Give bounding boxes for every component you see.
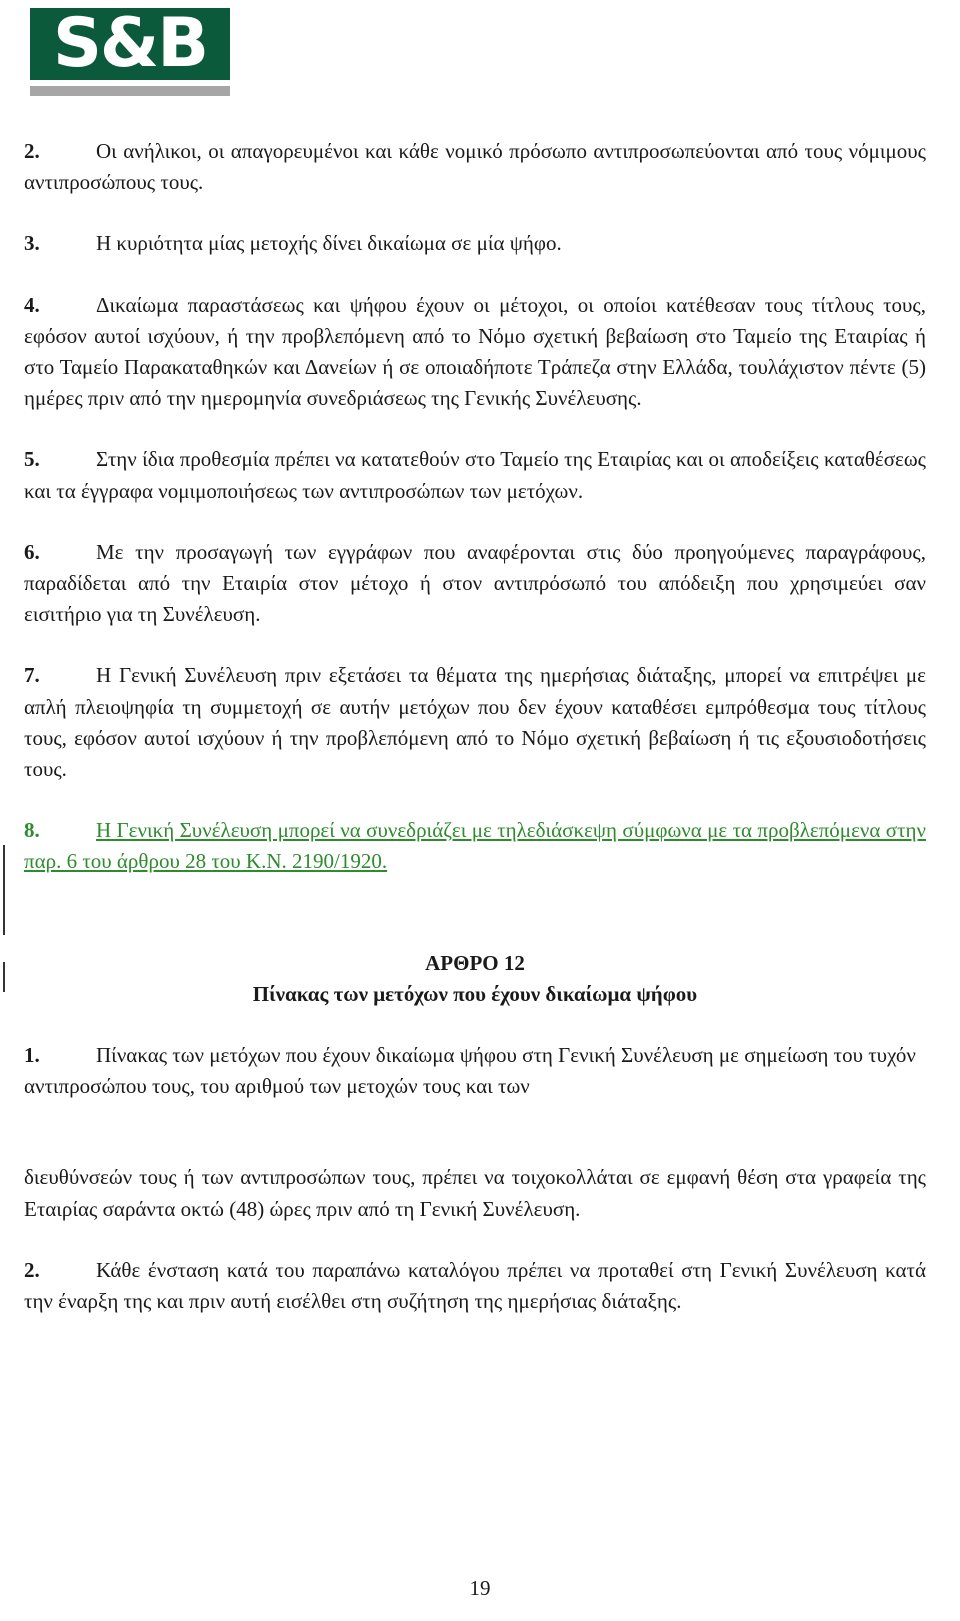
company-logo xyxy=(30,4,230,98)
page-number: 19 xyxy=(469,1576,491,1600)
paragraph-number: 3. xyxy=(24,231,40,256)
paragraph-number: 6. xyxy=(24,539,40,564)
revision-bar xyxy=(3,845,5,935)
paragraph-text: Οι ανήλικοι, οι απαγορευμένοι και κάθε νομικό πρόσωπο αντιπροσωπεύονται από τους νόμιμους αντιπροσώπους τους. xyxy=(24,139,926,195)
paragraph-text: Η κυριότητα μίας μετοχής δίνει δικαίωμα σε μία ψήφο. xyxy=(96,231,562,256)
logo-underline xyxy=(30,86,230,96)
paragraph-number: 5. xyxy=(24,447,40,472)
paragraph-number: 8. xyxy=(24,818,40,843)
paragraph-2 xyxy=(24,136,926,198)
paragraph-6 xyxy=(24,537,926,631)
paragraph-number: 2. xyxy=(24,1257,40,1282)
article-number: ΑΡΘΡΟ 12 xyxy=(425,950,525,975)
paragraph-text: Κάθε ένσταση κατά του παραπάνω καταλόγου πρέπει να προταθεί στη Γενική Συνέλευση κατά την έναρξη της και πριν αυτή εισέλθει στη συζήτηση της ημερήσιας διάταξης. xyxy=(24,1257,926,1314)
paragraph-7 xyxy=(24,660,926,785)
paragraph-number: 1. xyxy=(24,1043,40,1068)
paragraph-8-amended xyxy=(24,815,926,877)
paragraph-text: Η Γενική Συνέλευση πριν εξετάσει τα θέματα της ημερήσιας διάταξης, μπορεί να επιτρέψει με απλή πλειοψηφία τη συμμετοχή σε αυτήν μετόχων που δεν έχουν καταθέσει εμπρόθεσμα τους τίτλους τους, εφόσον αυτοί ισχύουν ή την προβλεπόμενη από το Νόμο σχετική βεβαίωση ή τις εξουσιοδοτήσεις τους. xyxy=(24,663,926,782)
paragraph-text: Με την προσαγωγή των εγγράφων που αναφέρονται στις δύο προηγούμενες παραγράφους, παραδίδεται από την Εταιρία στον μέτοχο ή στον αντιπρόσωπό του απόδειξη που χρησιμεύει σαν εισιτήριο για τη Συνέλευση. xyxy=(24,539,926,627)
revision-bar xyxy=(3,962,5,992)
paragraph-text: Η Γενική Συνέλευση μπορεί να συνεδριάζει με τηλεδιάσκεψη σύμφωνα με τα προβλεπόμενα στην παρ. 6 του άρθρου 28 του Κ.Ν. 2190/1920. xyxy=(24,818,926,874)
logo-text: S&B xyxy=(30,8,230,80)
article-title: Πίνακας των μετόχων που έχουν δικαίωμα ψήφου xyxy=(252,981,698,1006)
paragraph-text: Στην ίδια προθεσμία πρέπει να κατατεθούν στο Ταμείο της Εταιρίας και οι αποδείξεις καταθέσεως και τα έγγραφα νομιμοποιήσεως των αντιπροσώπων των μετόχων. xyxy=(24,447,926,503)
article-paragraph-1 xyxy=(24,1040,926,1102)
paragraph-text-part1: Πίνακας των μετόχων που έχουν δικαίωμα ψήφου στη Γενική Συνέλευση με σημείωση του τυχόν αντιπροσώπου τους, του αριθμού των μετοχών τους και των xyxy=(24,1043,916,1099)
paragraph-5 xyxy=(24,444,926,506)
paragraph-4 xyxy=(24,290,926,415)
article-paragraph-2 xyxy=(24,1255,926,1317)
paragraph-number: 7. xyxy=(24,663,40,688)
paragraph-text: Δικαίωμα παραστάσεως και ψήφου έχουν οι μέτοχοι, οι οποίοι κατέθεσαν τους τίτλους τους, εφόσον αυτοί ισχύουν, ή την προβλεπόμενη από το Νόμο σχετική βεβαίωση στο Ταμείο της Εταιρίας ή στο Ταμείο Παρακαταθηκών και Δανείων ή σε οποιαδήποτε Τράπεζα στην Ελλάδα, τουλάχιστον πέντε (5) ημέρες πριν από την ημερομηνία συνεδριάσεως της Γενικής Συνέλευσης. xyxy=(24,292,926,411)
paragraph-3 xyxy=(24,228,926,259)
paragraph-number: 2. xyxy=(24,139,40,163)
article-paragraph-1-continued: διευθύνσεών τους ή των αντιπροσώπων τους, πρέπει να τοιχοκολλάται σε εμφανή θέση στα γραφεία της Εταιρίας σαράντα οκτώ (48) ώρες πριν από τη Γενική Συνέλευση. xyxy=(24,1165,926,1221)
document-body xyxy=(24,136,926,1317)
paragraph-number: 4. xyxy=(24,292,40,317)
